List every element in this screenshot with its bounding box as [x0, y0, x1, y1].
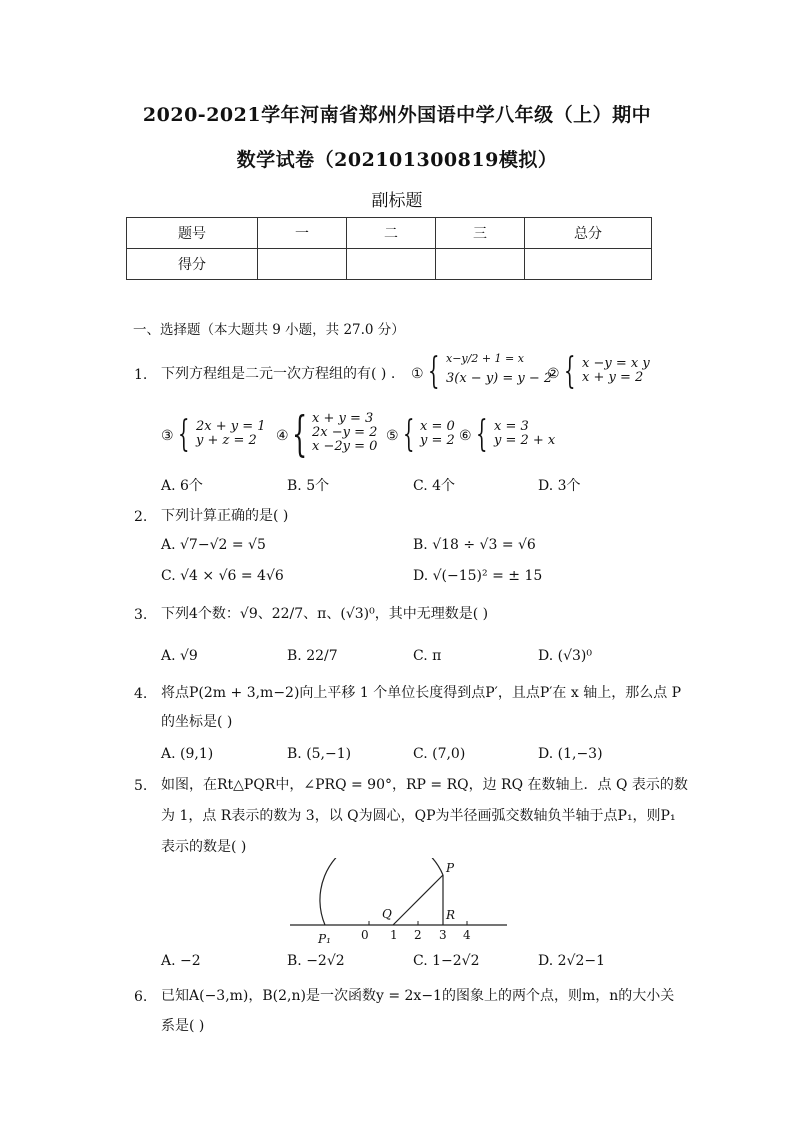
question-text-cont: 系是( ) — [161, 1018, 205, 1034]
page-title-line1: 2020-2021学年河南省郑州外国语中学八年级（上）期中 — [142, 104, 652, 126]
question-number: 1. — [134, 367, 148, 383]
question-text: 下列计算正确的是( ) — [161, 508, 289, 524]
score-table-row-label: 得分 — [127, 249, 258, 280]
equation-system-1 — [446, 352, 552, 386]
equation-system-5 — [420, 420, 455, 448]
equation: x = 0 — [420, 419, 455, 434]
option-a[interactable]: A. √9 — [161, 648, 198, 664]
option-c[interactable]: C. 1−2√2 — [413, 953, 480, 969]
equation-system-3 — [196, 420, 266, 448]
score-cell — [525, 249, 652, 280]
score-table-header-cell: 题号 — [127, 218, 258, 249]
option-c[interactable]: C. (7,0) — [413, 746, 466, 762]
brace-icon: { — [564, 351, 576, 392]
label-P1: P₁ — [318, 932, 331, 946]
system-marker: ① — [411, 366, 424, 382]
option-d[interactable]: D. (√3)⁰ — [538, 648, 592, 664]
option-d[interactable]: D. 2√2−1 — [538, 953, 605, 969]
score-table-header-row — [127, 218, 652, 249]
brace-icon: { — [292, 406, 308, 462]
question-number: 3. — [134, 607, 148, 623]
equation: 2x −y = 2 — [312, 425, 378, 440]
score-cell — [258, 249, 347, 280]
option-a[interactable]: A. √7−√2 = √5 — [161, 537, 266, 553]
brace-icon: { — [476, 414, 488, 455]
option-c[interactable]: C. π — [413, 648, 442, 664]
equation-system-6 — [494, 420, 555, 448]
option-c[interactable]: C. 4个 — [413, 478, 456, 494]
equation: x−y/2 + 1 = x — [446, 352, 524, 365]
question-number: 4. — [134, 686, 148, 702]
segment-QP — [393, 875, 443, 925]
tick-label: 0 — [361, 928, 369, 942]
option-c[interactable]: C. √4 × √6 = 4√6 — [161, 568, 284, 584]
score-cell — [347, 249, 436, 280]
brace-icon: { — [178, 414, 190, 455]
score-table-header-cell: 二 — [347, 218, 436, 249]
question-text: 下列4个数：√9、22/7、π、(√3)⁰，其中无理数是( ) — [161, 606, 489, 622]
question-text-cont: 为 1，点 R表示的数为 3，以 Q为圆心，QP为半径画弧交数轴负半轴于点P₁，则P₁ — [161, 808, 676, 824]
question-number: 2. — [134, 509, 148, 525]
equation: 3(x − y) = y − 2 — [446, 371, 553, 386]
page-subtitle: 副标题 — [371, 191, 423, 211]
option-b[interactable]: B. 22/7 — [287, 648, 338, 664]
equation: x + y = 2 — [582, 370, 644, 385]
option-d[interactable]: D. √(−15)² = ± 15 — [413, 568, 543, 584]
score-table — [126, 217, 652, 280]
score-cell — [436, 249, 525, 280]
option-b[interactable]: B. 5个 — [287, 478, 330, 494]
tick-label: 4 — [463, 928, 471, 942]
question-text: 将点P(2m + 3,m−2)向上平移 1 个单位长度得到点P′，且点P′在 x 轴上，那么点 P — [161, 685, 682, 701]
label-R: R — [446, 908, 456, 922]
equation: x = 3 — [494, 419, 529, 434]
option-b[interactable]: B. −2√2 — [287, 953, 345, 969]
score-table-header-cell: 一 — [258, 218, 347, 249]
score-table-header-cell: 总分 — [525, 218, 652, 249]
equation: x −2y = 0 — [312, 439, 378, 454]
page-title-line2: 数学试卷（202101300819模拟） — [236, 149, 558, 171]
option-b[interactable]: B. √18 ÷ √3 = √6 — [413, 537, 536, 553]
question-text: 如图，在Rt△PQR中，∠PRQ = 90°，RP = RQ，边 RQ 在数轴上．点 Q 表示的数 — [161, 777, 688, 793]
option-a[interactable]: A. (9,1) — [161, 746, 214, 762]
equation: y = 2 — [420, 433, 455, 448]
system-marker: ② — [547, 366, 560, 382]
question-number: 5. — [134, 778, 148, 794]
question-text-cont: 的坐标是( ) — [161, 714, 233, 730]
question-text: 下列方程组是二元一次方程组的有( ) . — [161, 366, 396, 382]
equation-system-4 — [312, 412, 377, 454]
equation: x + y = 3 — [312, 411, 374, 426]
option-d[interactable]: D. 3个 — [538, 478, 581, 494]
label-Q: Q — [382, 907, 392, 921]
system-marker: ⑥ — [459, 428, 472, 444]
equation: y = 2 + x — [494, 433, 556, 448]
question-number: 6. — [134, 989, 148, 1005]
score-table-score-row — [127, 249, 652, 280]
tick-label: 3 — [439, 928, 447, 942]
option-a[interactable]: A. 6个 — [161, 478, 203, 494]
section-heading: 一、选择题（本大题共 9 小题，共 27.0 分） — [133, 322, 405, 338]
system-marker: ⑤ — [386, 428, 399, 444]
equation: 2x + y = 1 — [196, 419, 266, 434]
equation: y + z = 2 — [196, 433, 257, 448]
brace-icon: { — [403, 414, 415, 455]
tick-label: 2 — [414, 928, 422, 942]
tick-label: 1 — [390, 928, 398, 942]
label-P: P — [446, 861, 455, 875]
equation-system-2 — [582, 357, 650, 385]
question-text-cont: 表示的数是( ) — [161, 839, 247, 855]
equation: x −y = x y — [582, 356, 650, 371]
option-d[interactable]: D. (1,−3) — [538, 746, 603, 762]
question-text: 已知A(−3,m)，B(2,n)是一次函数y = 2x−1的图象上的两个点，则m，n的大小关 — [161, 988, 675, 1004]
system-marker: ③ — [161, 428, 174, 444]
brace-icon: { — [428, 351, 440, 392]
geometry-figure — [285, 858, 515, 948]
option-b[interactable]: B. (5,−1) — [287, 746, 352, 762]
option-a[interactable]: A. −2 — [161, 953, 201, 969]
system-marker: ④ — [276, 428, 289, 444]
score-table-header-cell: 三 — [436, 218, 525, 249]
